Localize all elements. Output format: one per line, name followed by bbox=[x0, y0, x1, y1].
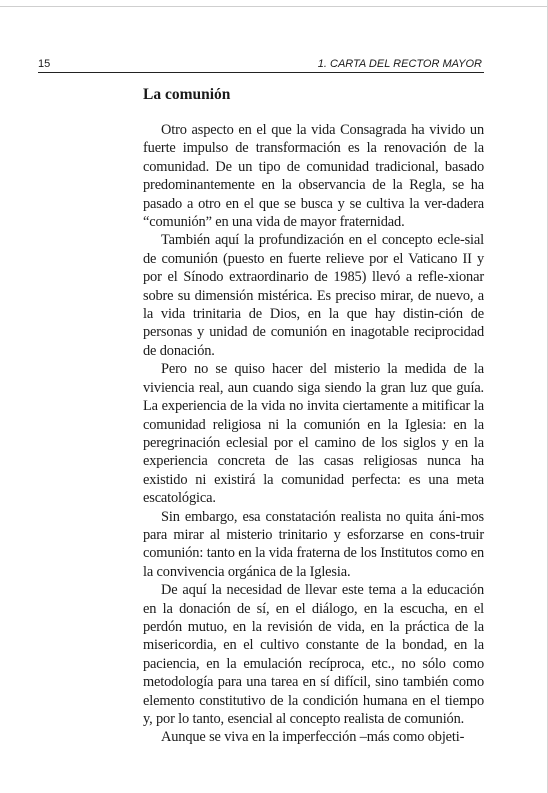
paragraph: También aquí la profundización en el concepto ecle-sial de comunión (puesto en fuerte relieve por el Vaticano II y por el Sínodo extraordinario de 1985) llevó a refle-xionar sobre su dimensión mistérica. Es preciso mirar, de nuevo, a la vida trinitaria de Dios, en la que hay distin-ción de personas y unidad de comunión en inagotable reciprocidad de donación. bbox=[143, 232, 484, 359]
paragraph: De aquí la necesidad de llevar este tema a la educación en la donación de sí, en el diálogo, en la escucha, en el perdón mutuo, en la revisión de vida, en la práctica de la misericordia, en el cultivo constante de la bondad, en la paciencia, en la emulación recíproca, etc., no sólo como metodología para una tarea en sí difícil, sino también como elemento constitutivo de la condición humana en el tiempo y, por lo tanto, esencial al concepto realista de comunión. bbox=[143, 582, 484, 727]
paragraph: Pero no se quiso hacer del misterio la medida de la viviencia real, aun cuando siga siendo la gran luz que guía. La experiencia de la vida no invita ciertamente a mitificar la comunidad religiosa ni la comunión en la Iglesia: en la peregrinación eclesial por el camino de los siglos y en la experiencia concreta de las casas religiosas nunca ha existido ni existirá la comunidad perfecta: es una meta escatológica. bbox=[143, 361, 484, 507]
header-rule bbox=[38, 72, 484, 73]
paragraph: Sin embargo, esa constatación realista no quita áni-mos para mirar al misterio trinitario y esforzarse en cons-truir comunión: tanto en la vida fraterna de los Institutos como en la convivencia orgánica de la Iglesia. bbox=[143, 508, 484, 580]
body-text bbox=[143, 121, 484, 747]
running-head: 1. CARTA DEL RECTOR MAYOR bbox=[317, 58, 482, 70]
page-number: 15 bbox=[38, 58, 51, 70]
paragraph: Otro aspecto en el que la vida Consagrada ha vivido un fuerte impulso de transformación es la renovación de la comunidad. De un tipo de comunidad tradicional, basado predominantemente en la observancia de la Regla, se ha pasado a otro en el que se busca y se cultiva la ver-dadera “comunión” en una vida de mayor fraternidad. bbox=[143, 122, 484, 231]
section-title: La comunión bbox=[143, 86, 231, 103]
page-header bbox=[38, 57, 482, 73]
page-top-edge bbox=[0, 6, 548, 7]
paragraph: Aunque se viva en la imperfección –más como objeti- bbox=[161, 729, 465, 746]
